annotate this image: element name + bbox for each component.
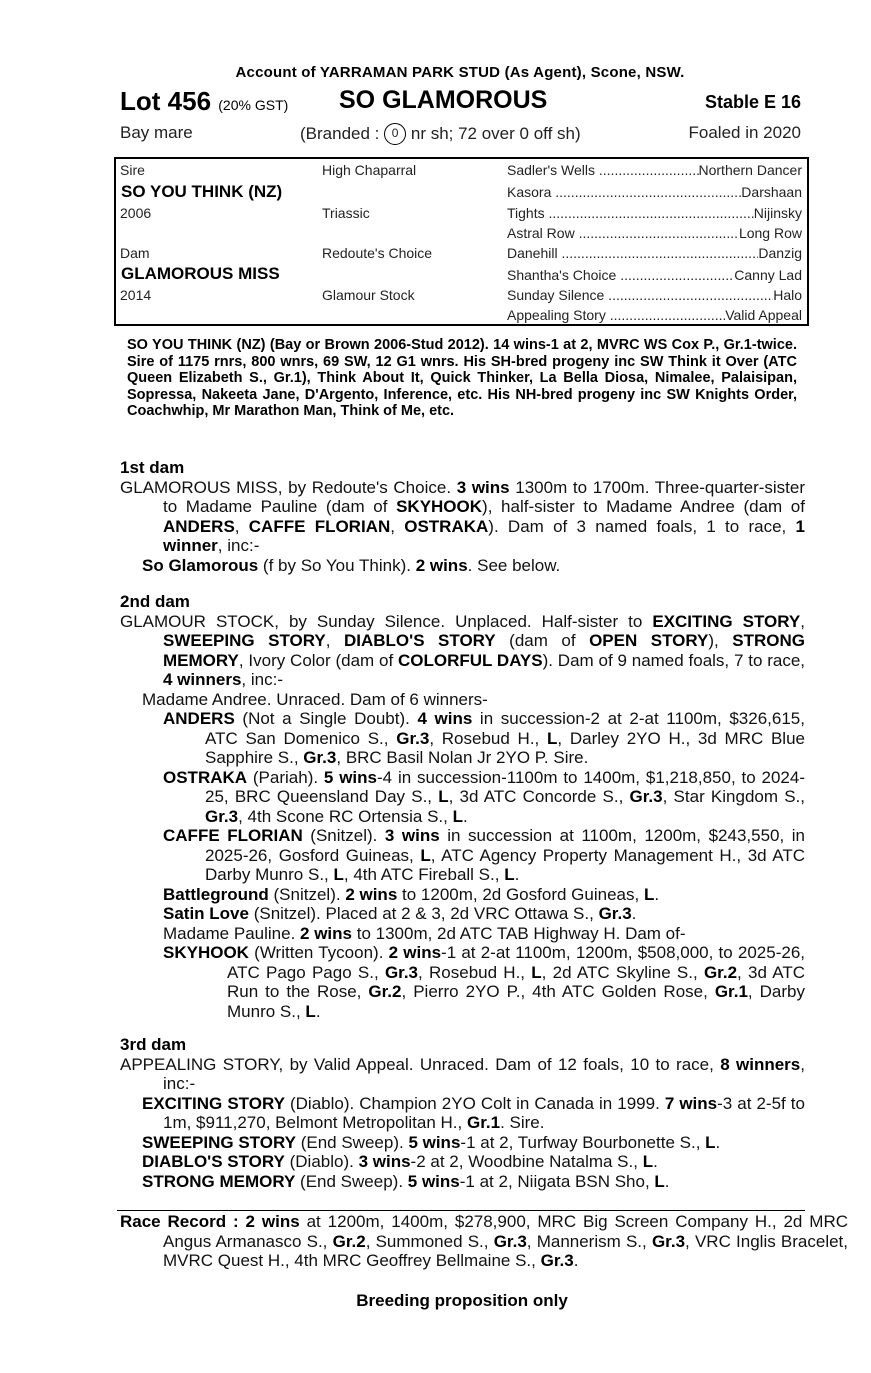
text: at 1200m, 1400m, $278,900, MRC Big Screen Company H., 2d MRC Angus Armanasco S.,: [163, 1212, 849, 1251]
bold-text: Gr.3: [384, 962, 419, 982]
text: , Darley 2YO H., 3d MRC Blue Sapphire S.,: [205, 728, 805, 767]
text: -4 in succession-1100m to 1400m, $1,218,850, to 2024-25, BRC Queensland Day S.,: [205, 767, 805, 806]
second-dam-heading: 2nd dam: [120, 592, 190, 611]
text: (End Sweep).: [295, 1171, 408, 1191]
ancestor-row: [507, 205, 802, 221]
text: -1 at 2-at 1100m, 1200m, $508,000, to 2025-26, ATC Pago Pago S.,: [227, 943, 805, 982]
ancestor-sire: Danzig: [758, 245, 802, 261]
text: to 1300m, 2d ATC TAB Highway H. Dam of-: [352, 923, 686, 943]
text: -1 at 2, Turfway Bourbonette S.,: [460, 1132, 706, 1152]
ancestor-row: [507, 267, 802, 283]
text: to 1200m, 2d Gosford Guineas,: [397, 884, 644, 904]
bold-text: Gr.2: [703, 962, 738, 982]
bold-text: Gr.3: [205, 806, 239, 826]
text: (End Sweep).: [295, 1132, 409, 1152]
text: GLAMOUR STOCK, by Sunday Silence. Unplaced. Half-sister to: [120, 611, 653, 631]
text: (Not a Single Doubt).: [234, 709, 418, 728]
breeding-note: Breeding proposition only: [356, 1291, 568, 1310]
second-dam-section: [120, 592, 805, 1021]
text: , VRC Inglis Bracelet, MVRC Quest H., 4th MRC Geoffrey Bellmaine S.,: [163, 1231, 848, 1270]
bold-text: Gr.3: [396, 728, 430, 748]
ancestor-name: Shantha's Choice .....: [507, 267, 734, 283]
ancestor-row: [507, 184, 802, 200]
text: ,: [390, 516, 405, 536]
text: (Snitzel).: [302, 826, 385, 845]
pedigree-entry: [120, 612, 805, 690]
bold-text: L: [643, 884, 655, 904]
pedigree-entry: [120, 1152, 805, 1172]
bold-text: EXCITING STORY: [652, 611, 801, 631]
text: (Pariah).: [247, 767, 324, 787]
bold-text: Gr.2: [368, 982, 402, 1001]
text: in succession at 1100m, 1200m, $243,550, in 2025-26, Gosford Guineas,: [205, 826, 805, 865]
dam-dam: Glamour Stock: [322, 287, 415, 303]
bold-text: L: [504, 865, 515, 884]
brand-suffix: nr sh; 72 over 0 off sh): [410, 124, 581, 143]
text: ,: [325, 631, 344, 650]
bold-text: So Glamorous: [142, 555, 259, 575]
bold-text: L: [420, 845, 431, 865]
bold-text: Gr.3: [540, 1251, 574, 1270]
text: . Sire.: [500, 1113, 545, 1132]
bold-text: L: [642, 1152, 654, 1171]
ancestor-name: Danehill .....: [507, 245, 758, 261]
bold-text: SWEEPING STORY: [142, 1132, 296, 1152]
pedigree-table: [114, 157, 809, 326]
ancestor-row: [507, 245, 802, 261]
text: -3 at 2-5f to 1m, $911,270, Belmont Metropolitan H.,: [163, 1093, 805, 1132]
bold-text: L: [654, 1171, 665, 1191]
bold-text: 2 wins: [415, 555, 468, 575]
first-dam-heading: 1st dam: [120, 458, 185, 477]
brand-info: [300, 123, 581, 145]
ancestor-name: Sadler's Wells .....: [507, 162, 699, 178]
sire-label: Sire: [120, 162, 145, 178]
bold-text: 1 winner: [163, 516, 805, 555]
text: -2 at 2, Woodbine Natalma S.,: [410, 1152, 643, 1171]
bold-text: CAFFE FLORIAN: [248, 516, 391, 536]
text: APPEALING STORY, by Valid Appeal. Unraced. Dam of 12 foals, 10 to race,: [120, 1054, 721, 1074]
bold-text: 7 wins: [664, 1093, 718, 1113]
bold-text: COLORFUL DAYS: [398, 650, 543, 670]
text: ),: [708, 631, 733, 650]
ancestor-sire: Nijinsky: [753, 205, 802, 221]
bold-text: 4 winners: [163, 670, 242, 689]
pedigree-entry: [120, 1094, 805, 1133]
stable-location: Stable E 16: [704, 92, 801, 112]
ancestor-name: Sunday Silence .....: [507, 287, 773, 303]
bold-text: EXCITING STORY: [142, 1093, 285, 1113]
text: (Diablo).: [284, 1152, 359, 1171]
horse-name: SO GLAMOROUS: [339, 86, 548, 114]
bold-text: Gr.2: [332, 1231, 366, 1251]
text: , Ivory Color (dam of: [238, 650, 398, 670]
text: , Star Kingdom S.,: [662, 787, 806, 806]
text: ). Dam of 3 named foals, 1 to race,: [488, 516, 796, 536]
text: (Written Tycoon).: [248, 943, 389, 962]
text: , Rosebud H.,: [418, 962, 532, 982]
text: .: [664, 1171, 670, 1191]
text: , Mannerism S.,: [526, 1231, 652, 1251]
text: , Pierro 2YO P., 4th ATC Golden Rose,: [401, 982, 715, 1001]
text: .: [653, 1152, 658, 1171]
text: .: [631, 904, 637, 923]
text: ). Dam of 9 named foals, 7 to race,: [542, 650, 805, 670]
text: (Diablo). Champion 2YO Colt in Canada in 1999.: [284, 1093, 665, 1113]
dam-name: GLAMOROUS MISS: [121, 264, 280, 283]
lot-number: [120, 86, 288, 117]
account-line: Account of YARRAMAN PARK STUD (As Agent), Scone, NSW.: [235, 64, 685, 81]
bold-text: Race Record : 2 wins: [120, 1212, 300, 1231]
dam-label: Dam: [120, 245, 150, 261]
pedigree-entry: [120, 943, 805, 1021]
bold-text: L: [333, 865, 344, 884]
pedigree-entry: [120, 826, 805, 885]
text: .: [573, 1251, 579, 1270]
text: , inc:-: [217, 536, 260, 555]
text: 1300m to 1700m. Three-quarter-sister to Madame Pauline (dam of: [163, 477, 806, 516]
bold-text: 4 wins: [417, 709, 473, 728]
text: ,: [800, 611, 805, 631]
pedigree-entry: [120, 690, 805, 710]
bold-text: STRONG MEMORY: [163, 631, 805, 670]
bold-text: SWEEPING STORY: [163, 631, 326, 650]
bold-text: 2 wins: [345, 884, 398, 904]
ancestor-row: [507, 307, 802, 323]
bold-text: OPEN STORY: [589, 631, 709, 650]
bold-text: Gr.3: [303, 748, 337, 767]
text: ), half-sister to Madame Andree (dam of: [482, 497, 805, 516]
text: (dam of: [495, 631, 590, 650]
text: , 3d ATC Concorde S.,: [448, 787, 630, 806]
ancestor-sire: Long Row: [738, 225, 802, 241]
bold-text: Gr.1: [466, 1113, 501, 1132]
text: .: [715, 1132, 721, 1152]
divider: [117, 1210, 805, 1211]
bold-text: 2 wins: [300, 923, 352, 943]
ancestor-name: Kasora .....: [507, 184, 741, 200]
bold-text: 5 wins: [407, 1171, 460, 1191]
dam-year: 2014: [120, 287, 152, 303]
text: , 3d ATC Run to the Rose,: [227, 962, 805, 1001]
bold-text: 3 wins: [358, 1152, 411, 1171]
ancestor-sire: Halo: [773, 287, 802, 303]
bold-text: 3 wins: [456, 477, 510, 497]
text: , inc:-: [241, 670, 283, 689]
pedigree-entry: [120, 709, 805, 768]
text: , BRC Basil Nolan Jr 2YO P. Sire.: [336, 748, 589, 767]
bold-text: L: [305, 1001, 316, 1021]
ancestor-sire: Canny Lad: [734, 267, 802, 283]
pedigree-entry: [120, 478, 805, 556]
text: . See below.: [467, 555, 561, 575]
pedigree-entry: [120, 1172, 805, 1192]
bold-text: OSTRAKA: [163, 767, 248, 787]
ancestor-row: [507, 287, 802, 303]
text: GLAMOROUS MISS, by Redoute's Choice.: [120, 477, 457, 497]
text: (Snitzel). Placed at 2 & 3, 2d VRC Ottawa S.,: [248, 904, 599, 923]
foaled-year: Foaled in 2020: [688, 123, 801, 142]
bold-text: SKYHOOK: [163, 943, 249, 962]
bold-text: Gr.3: [629, 787, 663, 806]
dam-sire: Redoute's Choice: [322, 245, 433, 261]
ancestor-sire: Northern Dancer: [698, 162, 802, 178]
ancestor-row: [507, 225, 802, 241]
pedigree-entry: [120, 904, 805, 924]
text: , 4th ATC Fireball S.,: [343, 865, 505, 884]
bold-text: L: [531, 962, 542, 982]
bold-text: Gr.3: [651, 1231, 686, 1251]
bold-text: 5 wins: [408, 1132, 461, 1152]
pedigree-entry: [120, 1055, 805, 1094]
bold-text: STRONG MEMORY: [142, 1171, 296, 1191]
sire-dam: Triassic: [322, 205, 370, 221]
text: in succession-2 at 2-at 1100m, $326,615, ATC San Domenico S.,: [205, 709, 805, 748]
brand-prefix: (Branded :: [300, 124, 380, 143]
text: Madame Andree. Unraced. Dam of 6 winners-: [142, 689, 488, 709]
race-record: [120, 1212, 848, 1271]
bold-text: ANDERS: [163, 709, 235, 728]
text: , inc:-: [163, 1054, 805, 1093]
text: (f by So You Think).: [258, 555, 416, 575]
ancestor-sire: Darshaan: [741, 184, 802, 200]
lot-label: Lot 456: [120, 86, 212, 116]
pedigree-entry: [120, 1133, 805, 1153]
text: , Rosebud H.,: [429, 728, 547, 748]
sire-summary: SO YOU THINK (NZ) (Bay or Brown 2006-Stud 2012). 14 wins-1 at 2, MVRC WS Cox P., Gr.1-twice. Sire of 1175 rnrs, 800 wnrs, 69 SW, 12 G1 wnrs. His SH-bred progeny inc SW Think it Over (ATC Queen Elizabeth S., Gr.1), Think About It, Quick Thinker, La Bella Diosa, Nimalee, Palaisipan, Sopressa, Nakeeta Jane, D'Argento, Inference, etc. His NH-bred progeny inc SW Knights Order, Coachwhip, Mr Marathon Man, Think of Me, etc.: [127, 337, 797, 420]
text: .: [514, 865, 520, 884]
bold-text: 8 winners: [720, 1054, 801, 1074]
bold-text: Gr.1: [714, 982, 748, 1001]
first-dam-section: [120, 458, 805, 575]
text: , 4th Scone RC Ortensia S.,: [238, 806, 453, 826]
text: ,: [234, 516, 249, 536]
ancestor-row: [507, 162, 802, 178]
third-dam-heading: 3rd dam: [120, 1035, 187, 1054]
bold-text: 2 wins: [388, 943, 442, 962]
text: (Snitzel).: [268, 884, 346, 904]
bold-text: ANDERS: [163, 516, 235, 536]
ancestor-name: Tights .....: [507, 205, 754, 221]
bold-text: SKYHOOK: [396, 497, 483, 516]
bold-text: DIABLO'S STORY: [142, 1152, 285, 1171]
bold-text: Gr.3: [598, 904, 632, 923]
bold-text: DIABLO'S STORY: [343, 631, 496, 650]
text: .: [462, 806, 468, 826]
brand-circle-icon: 0: [384, 123, 406, 145]
text: , Summoned S.,: [365, 1231, 494, 1251]
gst-note: (20% GST): [218, 97, 289, 113]
text: , 2d ATC Skyline S.,: [541, 962, 704, 982]
bold-text: 5 wins: [323, 767, 377, 787]
bold-text: L: [705, 1132, 716, 1152]
ancestor-sire: Valid Appeal: [725, 307, 802, 323]
third-dam-section: [120, 1035, 805, 1191]
text: .: [315, 1001, 321, 1021]
sire-year: 2006: [120, 205, 152, 221]
bold-text: Satin Love: [163, 904, 249, 923]
pedigree-entry: [120, 556, 805, 576]
bold-text: L: [547, 728, 558, 748]
pedigree-entry: [120, 924, 805, 944]
text: , ATC Agency Property Management H., 3d ATC Darby Munro S.,: [205, 845, 805, 884]
text: -1 at 2, Niigata BSN Sho,: [459, 1171, 655, 1191]
text: Madame Pauline.: [163, 923, 301, 943]
sire-sire: High Chaparral: [322, 162, 417, 178]
bold-text: Gr.3: [493, 1231, 527, 1251]
text: .: [654, 884, 660, 904]
bold-text: 3 wins: [384, 826, 440, 845]
text: , Darby Munro S.,: [227, 982, 805, 1021]
ancestor-name: Astral Row .....: [507, 225, 739, 241]
sire-name: SO YOU THINK (NZ): [121, 182, 283, 201]
bold-text: Battleground: [163, 884, 269, 904]
horse-sex: Bay mare: [120, 123, 193, 142]
pedigree-entry: [120, 768, 805, 827]
ancestor-name: Appealing Story .....: [507, 307, 725, 323]
bold-text: L: [438, 787, 449, 806]
pedigree-entry: [120, 885, 805, 905]
bold-text: CAFFE FLORIAN: [163, 826, 303, 845]
bold-text: OSTRAKA: [404, 516, 489, 536]
bold-text: L: [452, 806, 463, 826]
